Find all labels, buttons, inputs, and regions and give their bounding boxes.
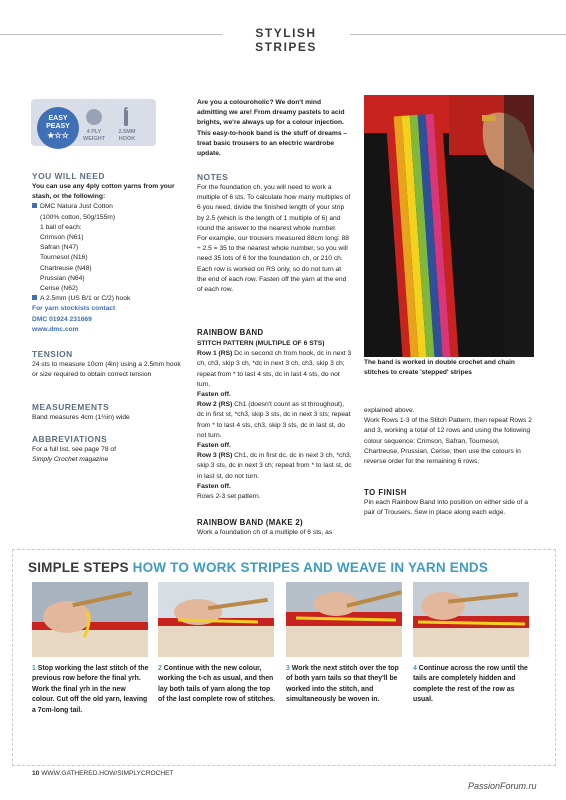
- step-3-photo: [286, 582, 402, 657]
- explained-above: explained above.: [364, 407, 415, 414]
- make2-heading: RAINBOW BAND (MAKE 2): [197, 518, 303, 527]
- row-2-instruction: [197, 400, 352, 441]
- step-description: Continue with the new colour, working the t-ch as usual, and then lay both tails of yarn along the top of the last complete row of stitches.: [158, 665, 276, 704]
- fasten-off: Fasten off.: [197, 391, 231, 399]
- row-3-text: Ch1, dc in first dc, dc in next 3 ch, *ch3, skip 3 sts, dc in next 3 ch; repeat from * to last st, dc in last st, do not turn.: [197, 452, 352, 480]
- step-description: Continue across the row until the tails are completely hidden and complete the rest of the row as usual.: [413, 665, 528, 704]
- bullet-square-icon: [32, 295, 37, 300]
- row-3-instruction: [197, 451, 352, 482]
- rainbow-band-heading: RAINBOW BAND: [197, 328, 264, 337]
- you-will-need-heading: YOU WILL NEED: [32, 171, 105, 181]
- colour-item: Prussian (N64): [40, 274, 85, 282]
- tension-text: 24 sts to measure 10cm (4in) using a 2.5mm hook or size required to obtain correct tension: [32, 361, 181, 379]
- step-number: 3: [286, 665, 290, 672]
- row-3-label: Row 3 (RS): [197, 452, 233, 460]
- simple-steps-title: [28, 560, 488, 575]
- difficulty-badge: [37, 107, 79, 149]
- fasten-off: Fasten off.: [197, 482, 231, 490]
- row-2-label: Row 2 (RS): [197, 401, 233, 409]
- colour-list: [32, 233, 184, 294]
- difficulty-stars: ★☆☆: [47, 131, 69, 140]
- yarn-ball-icon: [86, 109, 102, 125]
- footer-url: WWW.GATHERED.HOW/SIMPLYCROCHET: [41, 770, 174, 777]
- step-1-photo: [32, 582, 148, 657]
- yarn-weight-label-2: WEIGHT: [83, 136, 105, 142]
- colour-item: Safran (N47): [40, 244, 79, 252]
- notes-heading: NOTES: [197, 172, 229, 182]
- step-4-photo: [413, 582, 529, 657]
- rainbow-band-body: [197, 339, 352, 502]
- row-2-text: Ch1 (doesn't count as st throughout), dc in first st, *ch3, skip 3 sts, dc in next 3 sts; repeat from * to last 4 sts, ch3, skip 3 sts, dc in last st, do not turn.: [197, 401, 351, 439]
- stitch-pattern-subheading: STITCH PATTERN (MULTIPLE OF 6 STS): [197, 340, 325, 347]
- page-section-title: STYLISH STRIPES: [255, 26, 317, 54]
- abbreviations-text: For a full list, see page 78 of: [32, 446, 117, 453]
- notes-paragraph: For the foundation ch, you will need to work a multiple of 6 sts. To calculate how many multiples of 6 you need, divide the finished length of your strip by 2.5 (which is the length of 1 multiple of 6) and round the answer to the nearest whole number.: [197, 184, 351, 232]
- intro-text: Are you a colouroholic? We don't mind admitting we are! From dreamy pastels to acid brights, we're always up for a colour injection. This easy-to-hook band is the stuff of dreams – treat basic trousers to an electric wardrobe update.: [197, 99, 348, 158]
- watermark: PassionForum.ru: [468, 781, 537, 791]
- to-finish-heading: TO FINISH: [364, 488, 407, 497]
- abbreviations-heading: ABBREVIATIONS: [32, 434, 108, 444]
- trousers-band-photo: [364, 95, 534, 357]
- yarn-item: [32, 202, 184, 212]
- header-rule-left: [0, 34, 222, 35]
- notes-paragraph: Each row is worked on RS only, so do not turn at the end of each row. Fasten off the yarn at the end of each row.: [197, 265, 347, 294]
- stockists-phone: DMC 01924 231669: [32, 315, 92, 323]
- page-footer: [32, 770, 174, 777]
- step-number: 2: [158, 665, 162, 672]
- header-rule-right: [350, 34, 566, 35]
- difficulty-line1: EASY: [48, 115, 68, 122]
- fasten-off: Fasten off.: [197, 442, 231, 450]
- step-1-text: [32, 664, 150, 716]
- hook-size-label-2: HOOK: [118, 136, 136, 142]
- notes-paragraph: For example, our trousers measured 88cm long: 88 ÷ 2.5 = 35 to the nearest whole number, so you will need 35 lots of 6 for the foundation ch, or 210 ch.: [197, 235, 350, 263]
- step-3-text: [286, 664, 404, 706]
- measurements-heading: MEASUREMENTS: [32, 402, 110, 412]
- difficulty-line2: PEASY: [46, 123, 70, 130]
- right-column-body: [364, 406, 534, 467]
- colour-item: Crimson (N61): [40, 234, 84, 242]
- colour-item: Chartreuse (N48): [40, 264, 92, 272]
- magazine-name: Simply Crochet magazine: [32, 456, 109, 464]
- colour-item: Cerise (N62): [40, 285, 78, 293]
- stockists-website: www.dmc.com: [32, 325, 79, 333]
- hook-item: [32, 294, 184, 304]
- simple-steps-subtitle: HOW TO WORK STRIPES AND WEAVE IN YARN ENDS: [132, 560, 489, 575]
- step-number: 4: [413, 665, 417, 672]
- stockists-line-1: For yarn stockists contact: [32, 305, 116, 313]
- yarn-item-text: DMC Natura Just Cotton: [40, 203, 113, 211]
- to-finish-text: Pin each Rainbow Band into position on either side of a pair of Trousers. Sew in place along each edge.: [364, 499, 528, 517]
- measurements-text: Band measures 4cm (1½in) wide: [32, 414, 130, 421]
- you-will-need-intro: You can use any 4ply cotton yarns from your stash, or the following:: [32, 183, 175, 201]
- colour-item: Tournesol (N16): [40, 254, 88, 262]
- row-1-instruction: [197, 349, 352, 390]
- step-2-photo: [158, 582, 274, 657]
- step-4-text: [413, 664, 531, 706]
- hook-item-text: A 2.5mm (US B/1 or C/2) hook: [40, 295, 131, 303]
- yarn-weight-label: [80, 129, 108, 143]
- step-description: Stop working the last stitch of the previous row before the final yrh. Work the final yrh in the new colour. Cut off the old yarn, leaving a 7cm-long tail.: [32, 665, 149, 714]
- colour-sequence-text: Work Rows 1-3 of the Stitch Pattern, then repeat Rows 2 and 3, working a total of 12 rows and using the following colour sequence: Crimson, Safran, Tournesol, Chartreuse, Prussian, Cerise; then use the colours in reverse order for the remaining 6 rows.: [364, 417, 532, 466]
- abbreviations-body: [32, 445, 184, 465]
- you-will-need-body: [32, 182, 184, 335]
- row-1-label: Row 1 (RS): [197, 350, 233, 358]
- ball-of-each: 1 ball of each:: [40, 223, 82, 231]
- yarn-detail: (100% cotton, 50g/155m): [40, 213, 116, 221]
- bullet-square-icon: [32, 203, 37, 208]
- notes-body: [197, 183, 352, 295]
- rows-repeat: Rows 2-3 set pattern.: [197, 493, 261, 501]
- hook-size-label: [112, 129, 142, 143]
- hook-size-label-1: 2.5MM: [118, 129, 136, 135]
- simple-steps-label: SIMPLE STEPS: [28, 560, 129, 575]
- step-description: Work the next stitch over the top of both yarn tails so that they'll be worked into the stitch, and simultaneously be woven in.: [286, 665, 399, 704]
- tension-heading: TENSION: [32, 349, 73, 359]
- step-2-text: [158, 664, 276, 706]
- crochet-hook-icon: [121, 107, 131, 127]
- step-number: 1: [32, 665, 36, 672]
- page-number: 10: [32, 770, 40, 777]
- photo-caption: The band is worked in double crochet and chain stitches to create 'stepped' stripes: [364, 359, 515, 376]
- row-1-text: Dc in second ch from hook, dc in next 3 ch, ch3, skip 3 ch, *dc in next 3 ch, ch3, skip 3 ch; repeat from * to last 4 sts, dc in last 4 sts, do not turn.: [197, 350, 352, 388]
- yarn-weight-label-1: 4 PLY: [86, 129, 102, 135]
- make2-text: Work a foundation ch of a multiple of 6 sts, as: [197, 529, 333, 536]
